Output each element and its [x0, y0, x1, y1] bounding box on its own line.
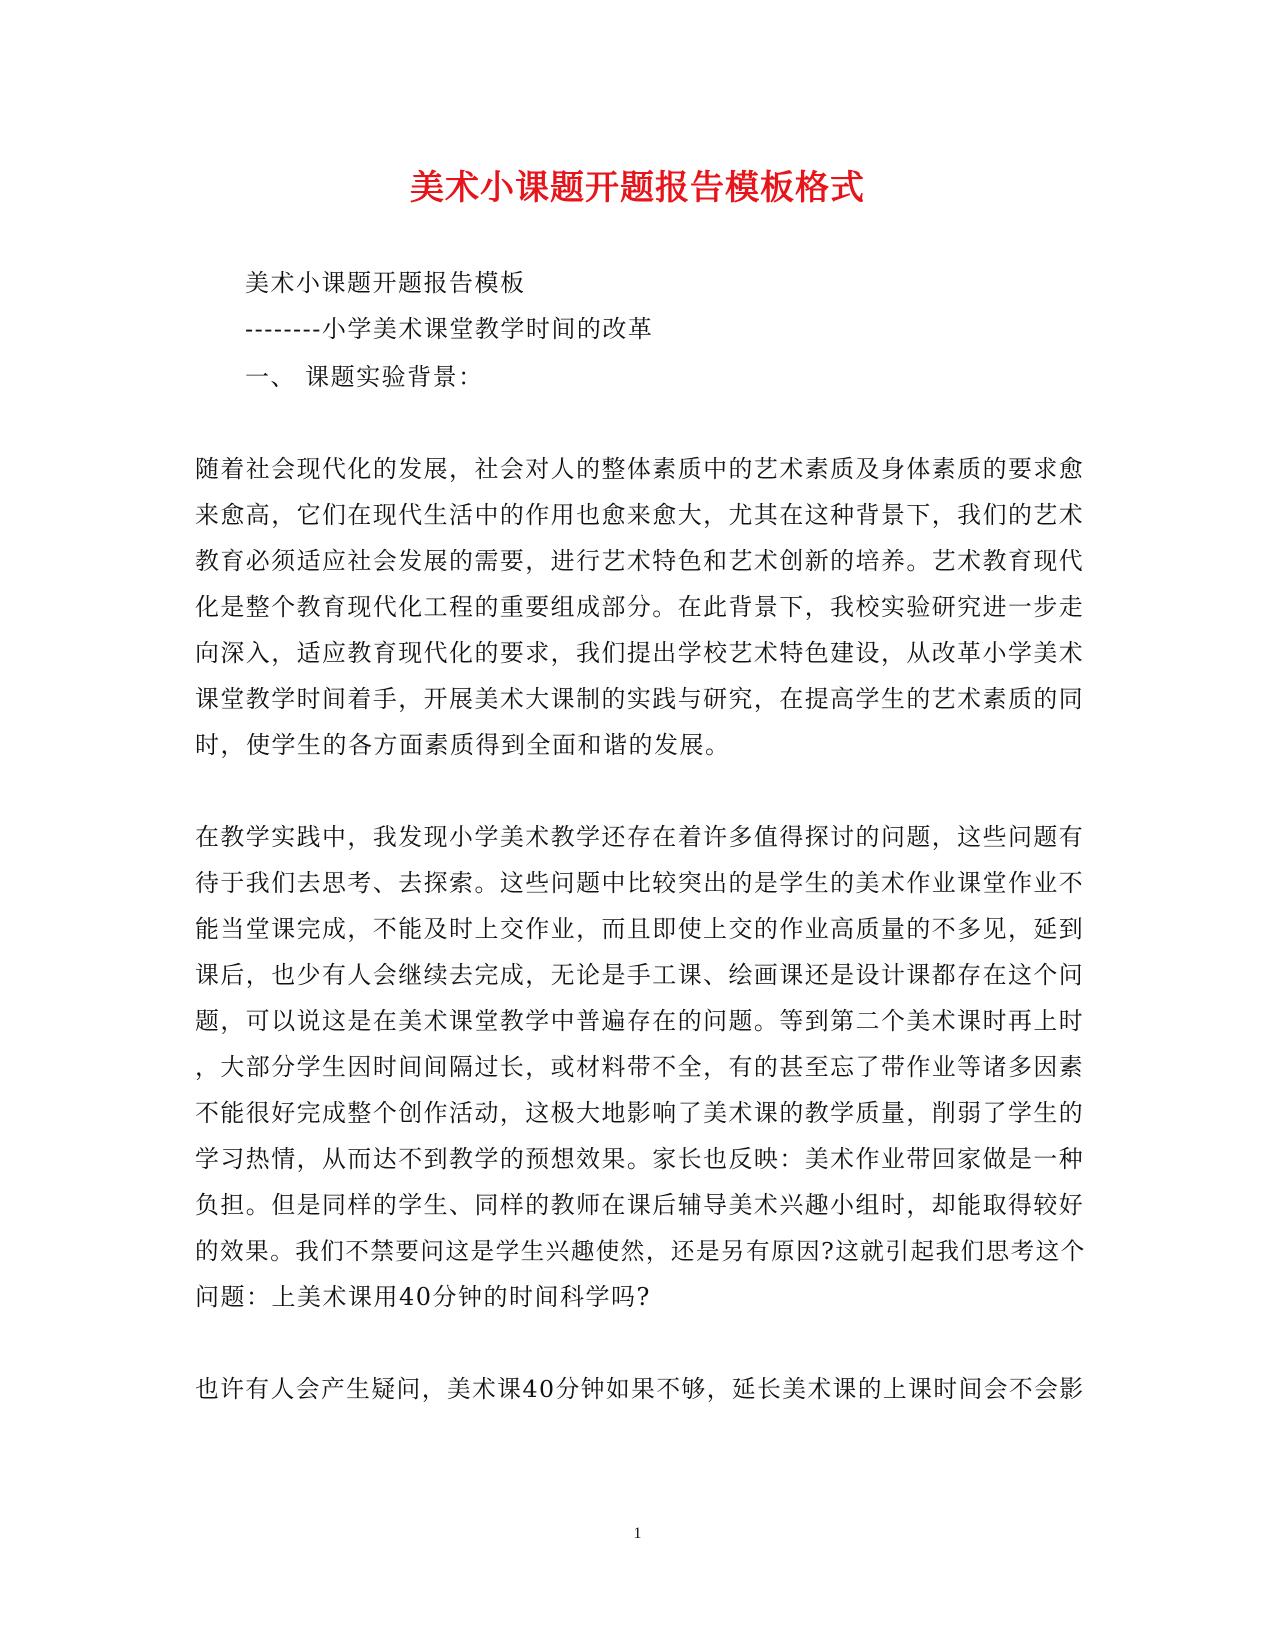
paragraph-line: 教育必须适应社会发展的需要，进行艺术特色和艺术创新的培养。艺术教育现代	[195, 547, 1085, 575]
paragraph-line: 来愈高，它们在现代生活中的作用也愈来愈大，尤其在这种背景下，我们的艺术	[195, 501, 1085, 529]
paragraph-line: ，大部分学生因时间间隔过长，或材料带不全，有的甚至忘了带作业等诸多因素	[195, 1053, 1085, 1081]
paragraph-line: 在教学实践中，我发现小学美术教学还存在着许多值得探讨的问题，这些问题有	[195, 823, 1085, 851]
document-title: 美术小课题开题报告模板格式	[410, 168, 865, 208]
section-heading: 一、 课题实验背景：	[245, 363, 484, 391]
paragraph-line: 负担。但是同样的学生、同样的教师在课后辅导美术兴趣小组时，却能取得较好	[195, 1191, 1085, 1219]
paragraph-line: 向深入，适应教育现代化的要求，我们提出学校艺术特色建设，从改革小学美术	[195, 639, 1085, 667]
paragraph-line: 也许有人会产生疑问，美术课40分钟如果不够，延长美术课的上课时间会不会影	[195, 1375, 1085, 1403]
paragraph-line: 化是整个教育现代化工程的重要组成部分。在此背景下，我校实验研究进一步走	[195, 593, 1085, 621]
paragraph-line: 的效果。我们不禁要问这是学生兴趣使然，还是另有原因?这就引起我们思考这个	[195, 1237, 1086, 1265]
paragraph-line: 课堂教学时间着手，开展美术大课制的实践与研究，在提高学生的艺术素质的同	[195, 685, 1085, 713]
paragraph-line: 学习热情，从而达不到教学的预想效果。家长也反映：美术作业带回家做是一种	[195, 1145, 1085, 1173]
paragraph-line: 课后，也少有人会继续去完成，无论是手工课、绘画课还是设计课都存在这个问	[195, 961, 1085, 989]
paragraph-line: 问题：上美术课用40分钟的时间科学吗?	[195, 1283, 651, 1311]
paragraph-line: 随着社会现代化的发展，社会对人的整体素质中的艺术素质及身体素质的要求愈	[195, 455, 1085, 483]
paragraph-line: 不能很好完成整个创作活动，这极大地影响了美术课的教学质量，削弱了学生的	[195, 1099, 1085, 1127]
page-number: 1	[633, 1525, 642, 1542]
paragraph-line: 题，可以说这是在美术课堂教学中普遍存在的问题。等到第二个美术课时再上时	[195, 1007, 1085, 1035]
document-topic: --------小学美术课堂教学时间的改革	[245, 315, 654, 343]
paragraph-line: 时，使学生的各方面素质得到全面和谐的发展。	[195, 731, 731, 759]
document-subtitle: 美术小课题开题报告模板	[245, 269, 526, 297]
paragraph-line: 待于我们去思考、去探索。这些问题中比较突出的是学生的美术作业课堂作业不	[195, 869, 1085, 897]
paragraph-line: 能当堂课完成，不能及时上交作业，而且即使上交的作业高质量的不多见，延到	[195, 915, 1085, 943]
